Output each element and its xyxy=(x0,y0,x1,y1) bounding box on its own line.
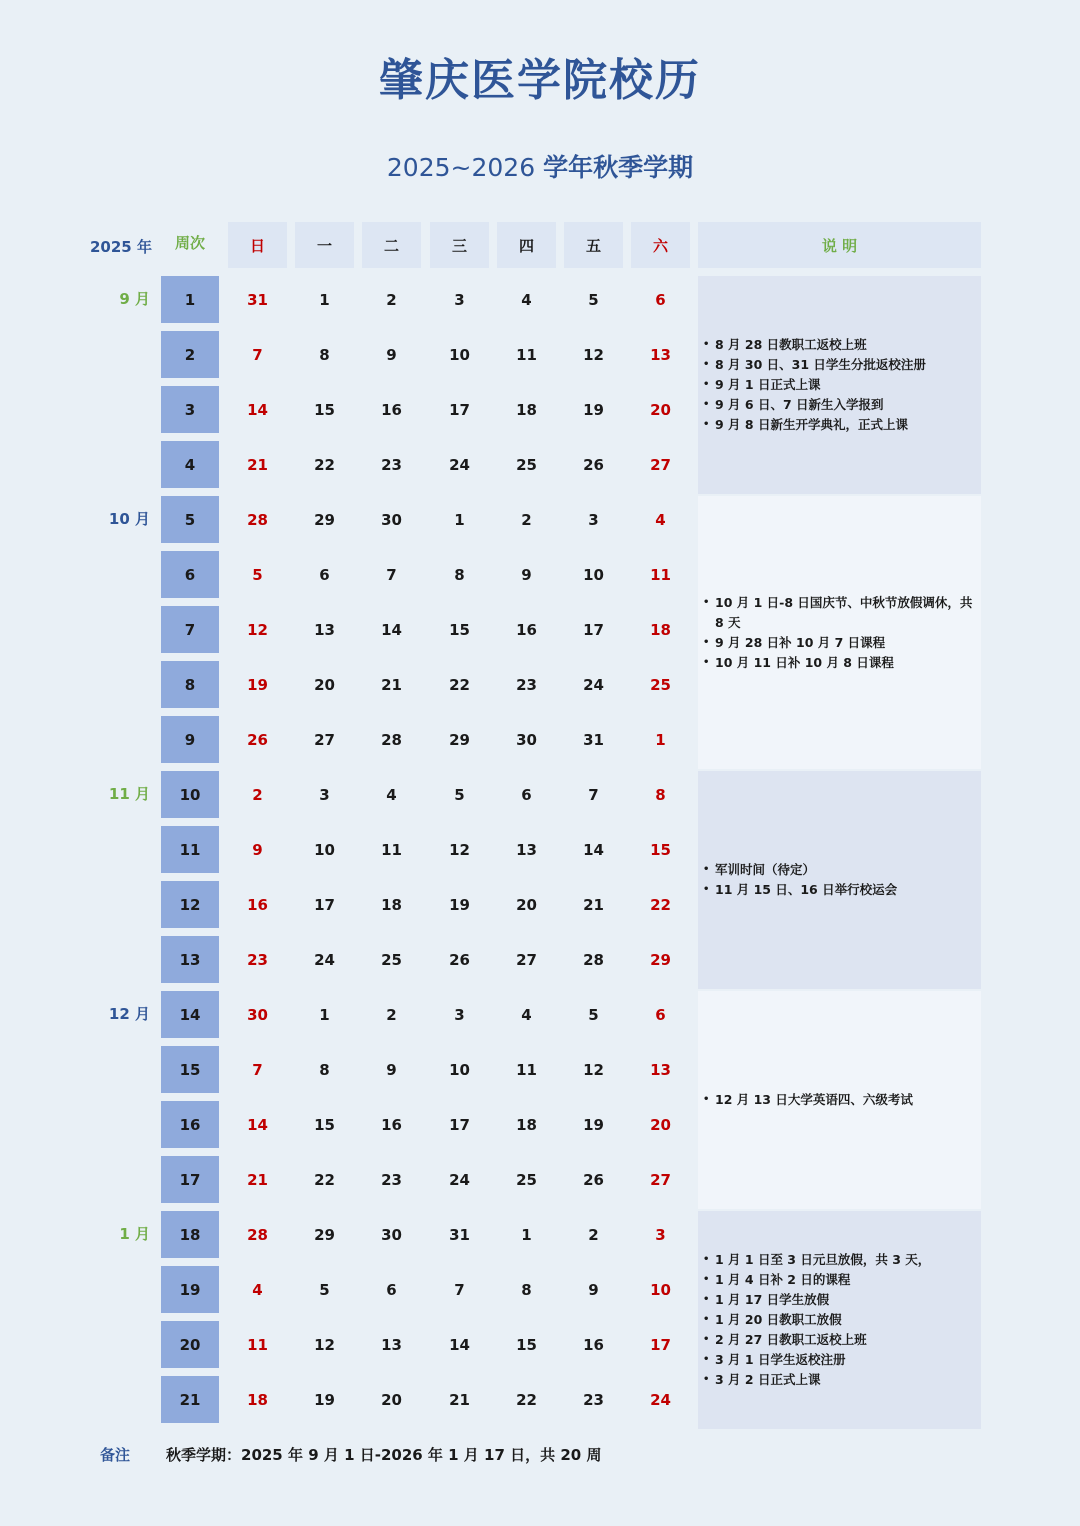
header-day-0: 日 xyxy=(228,222,287,268)
note-item: • 3 月 2 日正式上课 xyxy=(702,1370,977,1390)
day-cell: 12 xyxy=(247,620,268,639)
day-cell: 10 xyxy=(314,840,335,859)
day-cell: 13 xyxy=(516,840,537,859)
day-cell: 1 xyxy=(521,1225,532,1244)
day-cell: 20 xyxy=(314,675,335,694)
day-cell: 10 xyxy=(449,345,470,364)
day-cell: 18 xyxy=(650,620,671,639)
day-cell: 21 xyxy=(583,895,604,914)
day-cell: 14 xyxy=(583,840,604,859)
note-item: • 1 月 17 日学生放假 xyxy=(702,1290,977,1310)
note-item: • 9 月 28 日补 10 月 7 日课程 xyxy=(702,633,977,653)
day-cell: 18 xyxy=(516,400,537,419)
day-cell: 9 xyxy=(521,565,532,584)
day-cell: 26 xyxy=(583,455,604,474)
week-number: 6 xyxy=(161,551,219,598)
day-cell: 5 xyxy=(588,290,599,309)
day-cell: 18 xyxy=(247,1390,268,1409)
day-cell: 28 xyxy=(583,950,604,969)
day-cell: 22 xyxy=(449,675,470,694)
day-cell: 4 xyxy=(655,510,666,529)
day-cell: 1 xyxy=(319,290,330,309)
notes-block-0 xyxy=(698,276,981,494)
day-cell: 22 xyxy=(314,1170,335,1189)
day-cell: 3 xyxy=(454,290,465,309)
note-item: • 9 月 6 日、7 日新生入学报到 xyxy=(702,395,977,415)
day-cell: 20 xyxy=(516,895,537,914)
day-cell: 6 xyxy=(655,1005,666,1024)
day-cell: 16 xyxy=(381,400,402,419)
note-item: • 12 月 13 日大学英语四、六级考试 xyxy=(702,1090,977,1110)
day-cell: 8 xyxy=(454,565,465,584)
note-item: • 10 月 1 日-8 日国庆节、中秋节放假调休，共 8 天 xyxy=(702,593,977,633)
day-cell: 28 xyxy=(247,510,268,529)
day-cell: 4 xyxy=(386,785,397,804)
day-cell: 19 xyxy=(583,1115,604,1134)
day-cell: 14 xyxy=(449,1335,470,1354)
month-label: 11 月 xyxy=(108,785,150,803)
day-cell: 17 xyxy=(449,1115,470,1134)
day-cell: 29 xyxy=(650,950,671,969)
day-cell: 11 xyxy=(650,565,671,584)
day-cell: 14 xyxy=(247,400,268,419)
day-cell: 20 xyxy=(381,1390,402,1409)
note-item: • 9 月 1 日正式上课 xyxy=(702,375,977,395)
day-cell: 26 xyxy=(583,1170,604,1189)
week-number: 20 xyxy=(161,1321,219,1368)
notes-block-4 xyxy=(698,1211,981,1429)
week-number: 17 xyxy=(161,1156,219,1203)
day-cell: 15 xyxy=(314,1115,335,1134)
footer-text: 秋季学期：2025 年 9 月 1 日-2026 年 1 月 17 日，共 20 周 xyxy=(166,1446,602,1464)
notes-block-1 xyxy=(698,496,981,769)
day-cell: 8 xyxy=(521,1280,532,1299)
day-cell: 1 xyxy=(655,730,666,749)
day-cell: 12 xyxy=(314,1335,335,1354)
day-cell: 25 xyxy=(650,675,671,694)
day-cell: 29 xyxy=(449,730,470,749)
note-item: • 1 月 1 日至 3 日元旦放假，共 3 天， xyxy=(702,1250,977,1270)
day-cell: 18 xyxy=(516,1115,537,1134)
week-number: 5 xyxy=(161,496,219,543)
day-cell: 24 xyxy=(314,950,335,969)
week-number: 14 xyxy=(161,991,219,1038)
day-cell: 25 xyxy=(516,455,537,474)
week-number: 9 xyxy=(161,716,219,763)
day-cell: 24 xyxy=(449,455,470,474)
day-cell: 14 xyxy=(247,1115,268,1134)
day-cell: 5 xyxy=(319,1280,330,1299)
day-cell: 3 xyxy=(319,785,330,804)
week-number: 15 xyxy=(161,1046,219,1093)
day-cell: 2 xyxy=(386,290,397,309)
day-cell: 23 xyxy=(583,1390,604,1409)
day-cell: 31 xyxy=(449,1225,470,1244)
day-cell: 9 xyxy=(386,345,397,364)
month-label: 12 月 xyxy=(108,1005,150,1023)
day-cell: 2 xyxy=(386,1005,397,1024)
day-cell: 23 xyxy=(381,455,402,474)
week-number: 7 xyxy=(161,606,219,653)
day-cell: 28 xyxy=(247,1225,268,1244)
day-cell: 11 xyxy=(516,345,537,364)
month-label: 10 月 xyxy=(108,510,150,528)
day-cell: 12 xyxy=(583,1060,604,1079)
day-cell: 14 xyxy=(381,620,402,639)
day-cell: 19 xyxy=(314,1390,335,1409)
week-number: 11 xyxy=(161,826,219,873)
week-number: 8 xyxy=(161,661,219,708)
day-cell: 24 xyxy=(650,1390,671,1409)
day-cell: 27 xyxy=(516,950,537,969)
notes-block-2 xyxy=(698,771,981,989)
day-cell: 15 xyxy=(650,840,671,859)
note-item: • 军训时间（待定） xyxy=(702,860,977,880)
note-item: • 8 月 28 日教职工返校上班 xyxy=(702,335,977,355)
day-cell: 31 xyxy=(247,290,268,309)
week-number: 21 xyxy=(161,1376,219,1423)
month-label: 1 月 xyxy=(119,1225,150,1243)
day-cell: 21 xyxy=(247,1170,268,1189)
day-cell: 23 xyxy=(516,675,537,694)
day-cell: 30 xyxy=(247,1005,268,1024)
note-item: • 1 月 20 日教职工放假 xyxy=(702,1310,977,1330)
notes-block-3 xyxy=(698,991,981,1209)
day-cell: 22 xyxy=(314,455,335,474)
day-cell: 23 xyxy=(247,950,268,969)
week-number: 4 xyxy=(161,441,219,488)
note-item: • 8 月 30 日、31 日学生分批返校注册 xyxy=(702,355,977,375)
day-cell: 1 xyxy=(454,510,465,529)
day-cell: 29 xyxy=(314,1225,335,1244)
day-cell: 13 xyxy=(381,1335,402,1354)
page-title: 肇庆医学院校历 xyxy=(379,55,701,106)
day-cell: 3 xyxy=(655,1225,666,1244)
week-number: 10 xyxy=(161,771,219,818)
note-item: • 3 月 1 日学生返校注册 xyxy=(702,1350,977,1370)
day-cell: 16 xyxy=(381,1115,402,1134)
day-cell: 20 xyxy=(650,400,671,419)
header-day-4: 四 xyxy=(497,222,556,268)
day-cell: 6 xyxy=(386,1280,397,1299)
day-cell: 6 xyxy=(521,785,532,804)
note-item: • 11 月 15 日、16 日举行校运会 xyxy=(702,880,977,900)
week-number: 13 xyxy=(161,936,219,983)
day-cell: 11 xyxy=(516,1060,537,1079)
day-cell: 13 xyxy=(650,1060,671,1079)
day-cell: 5 xyxy=(588,1005,599,1024)
week-number: 19 xyxy=(161,1266,219,1313)
day-cell: 13 xyxy=(314,620,335,639)
day-cell: 25 xyxy=(381,950,402,969)
day-cell: 30 xyxy=(381,510,402,529)
note-item: • 2 月 27 日教职工返校上班 xyxy=(702,1330,977,1350)
day-cell: 7 xyxy=(588,785,599,804)
day-cell: 16 xyxy=(516,620,537,639)
day-cell: 8 xyxy=(655,785,666,804)
day-cell: 21 xyxy=(381,675,402,694)
day-cell: 19 xyxy=(247,675,268,694)
day-cell: 30 xyxy=(381,1225,402,1244)
week-number: 18 xyxy=(161,1211,219,1258)
header-week: 周次 xyxy=(174,233,205,252)
day-cell: 29 xyxy=(314,510,335,529)
page-subtitle xyxy=(0,148,1080,184)
day-cell: 26 xyxy=(247,730,268,749)
subtitle-text: 学年秋季学期 xyxy=(543,153,694,182)
day-cell: 2 xyxy=(588,1225,599,1244)
day-cell: 24 xyxy=(583,675,604,694)
day-cell: 11 xyxy=(247,1335,268,1354)
day-cell: 20 xyxy=(650,1115,671,1134)
day-cell: 12 xyxy=(449,840,470,859)
week-number: 1 xyxy=(161,276,219,323)
day-cell: 7 xyxy=(454,1280,465,1299)
day-cell: 7 xyxy=(252,1060,263,1079)
day-cell: 21 xyxy=(449,1390,470,1409)
day-cell: 15 xyxy=(516,1335,537,1354)
day-cell: 27 xyxy=(314,730,335,749)
note-item: • 10 月 11 日补 10 月 8 日课程 xyxy=(702,653,977,673)
day-cell: 31 xyxy=(583,730,604,749)
day-cell: 5 xyxy=(454,785,465,804)
day-cell: 19 xyxy=(583,400,604,419)
day-cell: 2 xyxy=(252,785,263,804)
footer-label: 备注 xyxy=(100,1446,131,1464)
day-cell: 8 xyxy=(319,1060,330,1079)
header-day-2: 二 xyxy=(362,222,421,268)
day-cell: 17 xyxy=(583,620,604,639)
week-number: 16 xyxy=(161,1101,219,1148)
day-cell: 17 xyxy=(314,895,335,914)
header-day-6: 六 xyxy=(631,222,690,268)
day-cell: 22 xyxy=(516,1390,537,1409)
day-cell: 17 xyxy=(650,1335,671,1354)
day-cell: 13 xyxy=(650,345,671,364)
header-day-1: 一 xyxy=(295,222,354,268)
day-cell: 21 xyxy=(247,455,268,474)
note-item: • 1 月 4 日补 2 日的课程 xyxy=(702,1270,977,1290)
day-cell: 3 xyxy=(588,510,599,529)
day-cell: 16 xyxy=(247,895,268,914)
day-cell: 30 xyxy=(516,730,537,749)
day-cell: 17 xyxy=(449,400,470,419)
day-cell: 25 xyxy=(516,1170,537,1189)
month-label: 9 月 xyxy=(119,290,150,308)
day-cell: 19 xyxy=(449,895,470,914)
header-year: 2025 年 xyxy=(90,237,152,256)
subtitle-year: 2025~2026 xyxy=(386,153,536,182)
day-cell: 22 xyxy=(650,895,671,914)
note-item: • 9 月 8 日新生开学典礼，正式上课 xyxy=(702,415,977,435)
day-cell: 28 xyxy=(381,730,402,749)
day-cell: 9 xyxy=(252,840,263,859)
day-cell: 10 xyxy=(650,1280,671,1299)
day-cell: 4 xyxy=(521,290,532,309)
day-cell: 1 xyxy=(319,1005,330,1024)
day-cell: 5 xyxy=(252,565,263,584)
day-cell: 9 xyxy=(386,1060,397,1079)
day-cell: 15 xyxy=(449,620,470,639)
day-cell: 11 xyxy=(381,840,402,859)
day-cell: 15 xyxy=(314,400,335,419)
day-cell: 6 xyxy=(655,290,666,309)
day-cell: 9 xyxy=(588,1280,599,1299)
day-cell: 10 xyxy=(583,565,604,584)
day-cell: 7 xyxy=(252,345,263,364)
header-notes: 说 明 xyxy=(698,222,981,268)
day-cell: 24 xyxy=(449,1170,470,1189)
day-cell: 4 xyxy=(252,1280,263,1299)
day-cell: 27 xyxy=(650,455,671,474)
header-day-3: 三 xyxy=(430,222,489,268)
week-number: 3 xyxy=(161,386,219,433)
day-cell: 2 xyxy=(521,510,532,529)
day-cell: 18 xyxy=(381,895,402,914)
day-cell: 23 xyxy=(381,1170,402,1189)
day-cell: 6 xyxy=(319,565,330,584)
day-cell: 12 xyxy=(583,345,604,364)
day-cell: 16 xyxy=(583,1335,604,1354)
day-cell: 27 xyxy=(650,1170,671,1189)
day-cell: 10 xyxy=(449,1060,470,1079)
day-cell: 8 xyxy=(319,345,330,364)
week-number: 2 xyxy=(161,331,219,378)
header-day-5: 五 xyxy=(564,222,623,268)
day-cell: 7 xyxy=(386,565,397,584)
day-cell: 4 xyxy=(521,1005,532,1024)
day-cell: 26 xyxy=(449,950,470,969)
week-number: 12 xyxy=(161,881,219,928)
day-cell: 3 xyxy=(454,1005,465,1024)
